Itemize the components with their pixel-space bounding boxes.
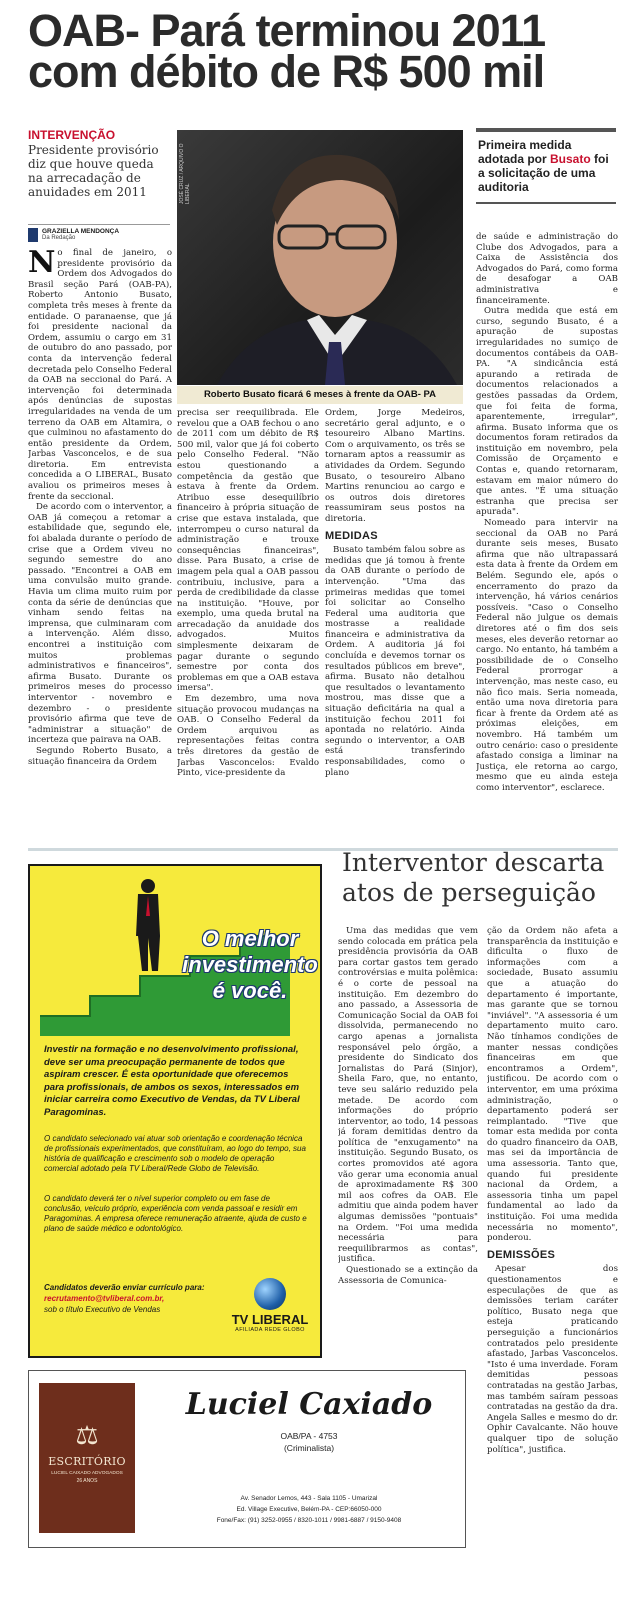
quote-line-2: foi a solicitação de uma auditoria [478, 152, 609, 194]
deck: Presidente provisório diz que houve queda na arrecadação de anuidades em 2011 [28, 143, 159, 199]
slogan-line-1: O melhor [201, 926, 299, 951]
article-column-4 [476, 232, 618, 873]
portrait-illustration [177, 130, 463, 385]
article-column-1 [28, 248, 172, 873]
byline [28, 224, 170, 242]
byline-marker [28, 228, 38, 242]
paragraph: ção da Ordem não afeta a transparência da instituição e dificulta o fluxo de informações com a sociedade, Busato assumiu que a atuação do departamento é importante, mas garante que se tornou "inviável". "A assessoria é um departamento muito caro. Não tínhamos condições de manter nessas condições financeiras em que encontramos a Ordem", justificou. De acordo com o interventor, em uma próxima administração, o departamento poderá ser reimplantado. "Tive que tomar esta medida por conta do quadro financeiro da OAB, mas sei da importância de uma assessoria. Tanto que, quando fui presidente nacional da Ordem, a assessoria tinha um papel fundamental ao lado da instituição. Foi uma medida necessária no momento", ponderou. [487, 926, 618, 1244]
tv-liberal-logo [225, 1278, 315, 1333]
paragraph: de saúde e administração do Clube dos Advogados, para a Caixa de Assistência dos Advogados do Pará, como forma de desafogar a OAB administrativa e financeiramente. [476, 232, 618, 306]
paragraph: Nomeado para intervir na seccional da OAB no Pará durante seis meses, Busato afirma que não ultrapassará esta data à frente da Ordem em Belém. Segundo ele, após o encerramento do prazo da intervenção, há vários cenários possíveis. "Caso o Conselho Federal não julgue os demais diretores até o fim dos seis meses, eles deverão retornar ao cargo. No entanto, há também a possibilidade de o Conselho Federal prorrogar a intervenção, mas neste caso, eu não fico mais. Seria nomeada, então uma nova diretoria para ficar à frente da Ordem até as próximas eleições, em novembro. Há também um outro cenário: caso o presidente afastado consiga a liminar na Justiça, ele retorna ao cargo, mesmo que eu ainda esteja como interventor", esclarece. [476, 518, 618, 793]
logo-sub-2: 26 ANOS [76, 1478, 98, 1484]
paragraph: Busato também falou sobre as medidas que já tomou à frente da OAB durante o período de intervenção. "Uma das primeiras medidas que tomei foi solicitar ao Conselho Federal uma auditoria que mostrasse a realidade financeira e administrativa da Ordem. A auditoria já foi concluída e devemos tornar os resultados públicos em breve", afirma. Busato não detalhou que resultados o levantamento mostrou, mas disse que a situação deficitária na qual a instituição fechou 2011 foi apontada no relatório. Ainda segundo o interventor, a OAB está transferindo responsabilidades, como o plano [325, 545, 465, 778]
cta-line-2: sob o título Executivo de Vendas [44, 1305, 161, 1314]
ad-slogan [180, 926, 320, 1004]
ad-details-1: O candidato selecionado vai atuar sob orientação e coordenação técnica de profissionais experimentados, que constituíram, ao logo do tempo, sua história de qualificação e crescimento sob o modelo de operação comercial adotado pela TV Liberal/Rede Globo de Televisão. [44, 1134, 306, 1173]
brand-sub: AFILIADA REDE GLOBO [235, 1327, 305, 1333]
paragraph: Uma das medidas que vem sendo colocada em prática pela presidência provisória da OAB para cortar gastos tem gerado controvérsias e muita polêmica: é o corte de pessoal na instituição. Em dezembro do ano passado, a Assessoria de Comunicação Social da OAB foi dissolvida, permanecendo no cargo apenas a jornalista responsável pelo órgão, a presidente do Sindicato dos Jornalistas do Pará (Sinjor), Sheila Faro, que, no entanto, teve seu salário reduzido pela metade. De acordo com informações do próprio interventor, ao todo, 14 pessoas já foram demitidas dentro da política de "enxugamento" na instituição. Segundo Busato, os cortes promovidos até agora vão gerar uma economia anual de aproximadamente R$ 300 mil aos cofres da OAB. Ele admitiu que ainda podem haver algumas demissões "pontuais" na Ordem. "Foi uma medida necessária para reequilibrarmos as contas", justifica. [338, 926, 478, 1265]
byline-desk: Da Redação [42, 235, 76, 241]
photo-credit: JOSÉ CRUZ / ARQUIVO O LIBERAL [179, 143, 191, 204]
cta-email[interactable]: recrutamento@tvliberal.com.br, [44, 1294, 165, 1303]
sidebar-quote [476, 128, 616, 204]
lawyer-specialty: (Criminalista) [283, 1443, 335, 1453]
paragraph: Em dezembro, uma nova situação provocou mudanças na OAB. O Conselho Federal da Ordem arquivou as representações feitas contra três diretores da gestão de Jarbas Vasconcelos: Evaldo Pinto, vice-presidente da [177, 694, 319, 779]
ad-cta [44, 1282, 224, 1315]
headline [28, 5, 628, 97]
ad-details-2: O candidato deverá ter o nível superior completo ou em fase de conclusão, veículo próprio, experiência com venda passoal e residir em Paragominas. A empresa oferece remuneração atraente, ajuda de custo e plano de saúde médico e odontológico. [44, 1194, 307, 1233]
headline-line-1: OAB- Pará terminou 2011 [28, 5, 546, 56]
logo-sub-1: LUCIEL CAIXADO ADVOGADOS [51, 1471, 123, 1476]
kicker: INTERVENÇÃO [28, 128, 116, 142]
lawyer-name: Luciel Caxiado [185, 1387, 433, 1422]
paragraph: Questionado se a extinção da Assessoria de Comunica- [338, 1265, 478, 1286]
logo-word: ESCRITÓRIO [48, 1455, 126, 1468]
lawyer-oab: OAB/PA - 4753 [280, 1431, 338, 1441]
quote-line-1: Primeira medida adotada por [478, 138, 572, 166]
quote-name: Busato [550, 152, 591, 166]
law-logo [39, 1383, 135, 1533]
article-column-2 [177, 408, 319, 873]
second-headline [342, 848, 622, 908]
paragraph: De acordo com o interventor, a OAB já começou a retomar a estabilidade que, segundo ele, foi abalada durante o período de crise que a Ordem viveu no segundo semestre do ano passado. "Encontrei a OAB em uma convulsão muito grande. Havia um clima muito ruim por conta da série de denúncias que vinham sendo feitas na imprensa, que culminaram com a intervenção. Além disso, encontrei a instituição com muitos problemas administrativos e financeiros", afirma Busato. Durante os primeiros meses do processo interventor - novembro e dezembro - o presidente provisório afirma que teve de "administrar a situação" de incerteza que pairava na OAB. [28, 502, 172, 746]
article-column-3 [325, 408, 465, 873]
subhead-medidas: MEDIDAS [325, 529, 378, 542]
phone-numbers: Fone/Fax: (91) 3252-0955 / 8320-1011 / 9981-6887 / 9150-9408 [216, 1517, 402, 1524]
address-line-1: Av. Senador Lemos, 443 - Sala 1105 - Umarizal [240, 1495, 378, 1502]
subhead-demissoes: DEMISSÕES [487, 1248, 556, 1261]
photo-caption: Roberto Busato ficará 6 meses à frente da OAB- PA [177, 386, 463, 404]
paragraph: Ordem, Jorge Medeiros, secretário geral adjunto, e o tesoureiro Albano Martins. Com o arquivamento, os três se tornaram aptos a reassumir as atividades da Ordem. Segundo Busato, o tesoureiro Albano Martins renunciou ao cargo e os outros dois diretores reassumiram seus postos na diretoria. [325, 408, 465, 524]
paragraph: Apesar dos questionamentos e especulações de que as demissões teriam caráter político, Busato nega que esteja praticando perseguição a funcionários contratados pelo presidente afastado, Jarbas Vasconcelos. "Isto é uma inverdade. Foram demitidas pessoas contratadas na gestão Jarbas, mas também saíram pessoas contratadas na gestão da dra. Angela Salles e mesmo do dr. Ophir Cavalcante. Não houve qualquer tipo de solução política", justifica. [487, 1264, 618, 1455]
paragraph: o final de janeiro, o presidente provisório da Ordem dos Advogados do Brasil seção Pará (OAB-PA), Roberto Antonio Busato, completa três meses à frente da entidade. O paranaense, que já foi presidente nacional da Ordem, assumiu o cargo em 31 de outubro do ano passado, por conta da intervenção federal decretada pelo Conselho Federal da OAB na seccional do Pará. A intervenção foi determinada após denúncias de supostas irregularidades na venda de um terreno da OAB em Altamira, o que culminou no afastamento do então presidente da Ordem, Jarbas Vasconcelos, e de sua diretoria. Em entrevista concedida a O LIBERAL, Busato avaliou os primeiros meses à frente da seccional. [28, 248, 172, 502]
photo [177, 130, 463, 385]
address-line-2: Ed. Village Executive, Belém-PA - CEP:66050-000 [236, 1506, 382, 1513]
byline-author: GRAZIELLA MENDONÇA [42, 228, 120, 235]
paragraph: precisa ser reequilibrada. Ele revelou que a OAB fechou o ano de 2011 com um débito de R$ 500 mil, valor que já foi coberto pelo Conselho Federal. "Não estou questionando a competência da gestão que estava à frente da Ordem. Atribuo esse desequilíbrio financeiro à própria situação de crise que estava instalada, que interrompeu o curso natural da administração e trouxe consequências financeiras", disse. Para Busato, a crise de imagem pela qual a OAB passou contribuiu, inclusive, para a perda de credibilidade da classe na instituição. "Houve, por exemplo, uma queda brutal na arrecadação da anuidade dos advogados. Muitos simplesmente deixaram de pagar durante o segundo semestre por conta dos problemas em que a OAB estava imersa". [177, 408, 319, 694]
ad-pitch: Investir na formação e no desenvolvimento profissional, deve ser uma preocupação permanente de todos que aspiram crescer. É esta oportunidade que oferecemos para profissionais, de ambos os sexos, interessados em iniciar carreira como Executivo de Vendas, da TV Liberal Paragominas. [44, 1044, 300, 1118]
paragraph: Segundo Roberto Busato, a situação financeira da Ordem [28, 745, 172, 767]
cta-line-1: Candidatos deverão enviar currículo para: [44, 1283, 205, 1292]
dropcap: N [28, 248, 56, 280]
headline-line-2: com débito de R$ 500 mil [28, 46, 545, 97]
paragraph: Outra medida que está em curso, segundo Busato, é a apuração de supostas irregularidades no sumiço de documentos contábeis da OAB-PA. "A sindicância está apurando a retirada de documentos relacionados a gestões passadas da Ordem, que foi feita de forma, aparentemente, irregular", afirma. Busato informa que os documentos foram retirados da instituição em novembro, pela Comissão de Orçamento e Contas e, quando retornaram, estavam em maior número do que antes. "É uma situação estranha que precisa ser apurada". [476, 306, 618, 518]
second-article-column-1 [338, 926, 478, 1346]
brand-name: TV LIBERAL [231, 1312, 309, 1327]
tv-liberal-ad [28, 864, 322, 1358]
law-contact [159, 1493, 459, 1526]
slogan-line-2: investimento [182, 952, 318, 977]
second-headline-line-1: Interventor descarta [342, 848, 605, 877]
globe-icon [254, 1278, 286, 1310]
slogan-line-3: é você. [212, 978, 288, 1003]
law-office-ad [28, 1370, 466, 1548]
second-headline-line-2: atos de perseguição [342, 878, 596, 907]
second-article-column-2 [487, 926, 618, 1576]
scales-icon: ⚖ [75, 1421, 99, 1451]
